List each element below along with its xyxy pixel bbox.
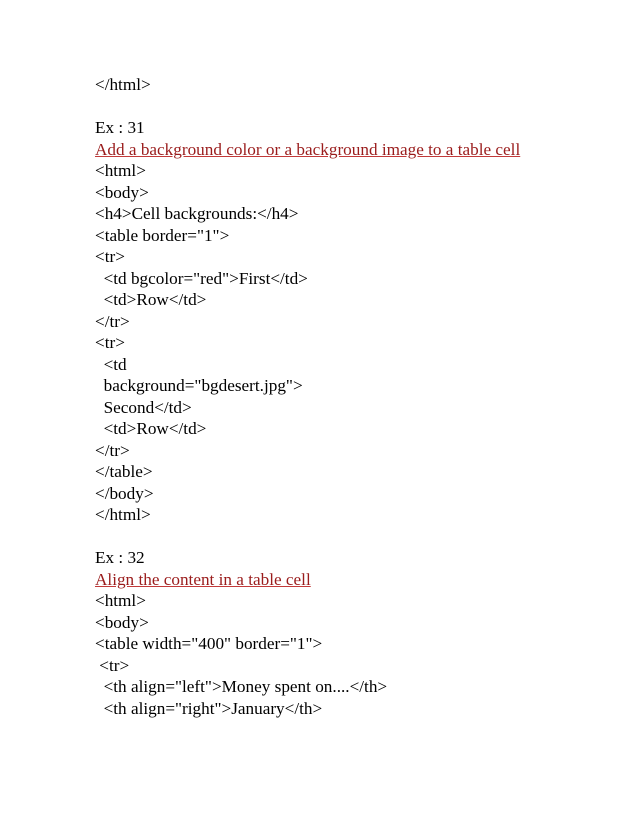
code-line: <body> bbox=[95, 182, 149, 202]
code-line: <html> bbox=[95, 161, 146, 180]
document-page bbox=[95, 74, 540, 719]
code-line: <body> bbox=[95, 612, 149, 632]
code-line: Second</td> bbox=[95, 397, 192, 417]
code-line: background="bgdesert.jpg"> bbox=[95, 376, 303, 395]
exercise-label: Ex : 32 bbox=[95, 548, 145, 567]
exercise-label: Ex : 31 bbox=[95, 118, 145, 137]
code-block bbox=[95, 590, 540, 719]
exercise-title-link[interactable]: Add a background color or a background image to a table cell bbox=[95, 139, 521, 159]
code-line: <td bbox=[95, 354, 127, 374]
code-line: <tr> bbox=[95, 333, 125, 352]
code-line: <tr> bbox=[95, 655, 130, 675]
code-line: </html> bbox=[95, 505, 151, 524]
code-line: <td bgcolor="red">First</td> bbox=[95, 268, 308, 288]
code-line: </body> bbox=[95, 483, 154, 503]
code-line: <table border="1"> bbox=[95, 225, 230, 245]
code-line: </table> bbox=[95, 462, 153, 481]
code-block bbox=[95, 160, 540, 526]
blank-line bbox=[95, 526, 540, 548]
code-line: <html> bbox=[95, 591, 146, 610]
code-line: <tr> bbox=[95, 247, 125, 266]
code-line: <th align="left">Money spent on....</th> bbox=[95, 677, 388, 696]
code-line: </tr> bbox=[95, 440, 130, 460]
code-line: <td>Row</td> bbox=[95, 290, 207, 309]
code-line: </tr> bbox=[95, 311, 130, 331]
code-line: </html> bbox=[95, 75, 151, 94]
blank-line bbox=[95, 96, 540, 118]
code-line: <h4>Cell backgrounds:</h4> bbox=[95, 204, 299, 223]
code-line: <td>Row</td> bbox=[95, 419, 207, 438]
code-line: <th align="right">January</th> bbox=[95, 698, 323, 718]
code-line: <table width="400" border="1"> bbox=[95, 634, 323, 653]
exercise-title-link[interactable]: Align the content in a table cell bbox=[95, 569, 311, 589]
